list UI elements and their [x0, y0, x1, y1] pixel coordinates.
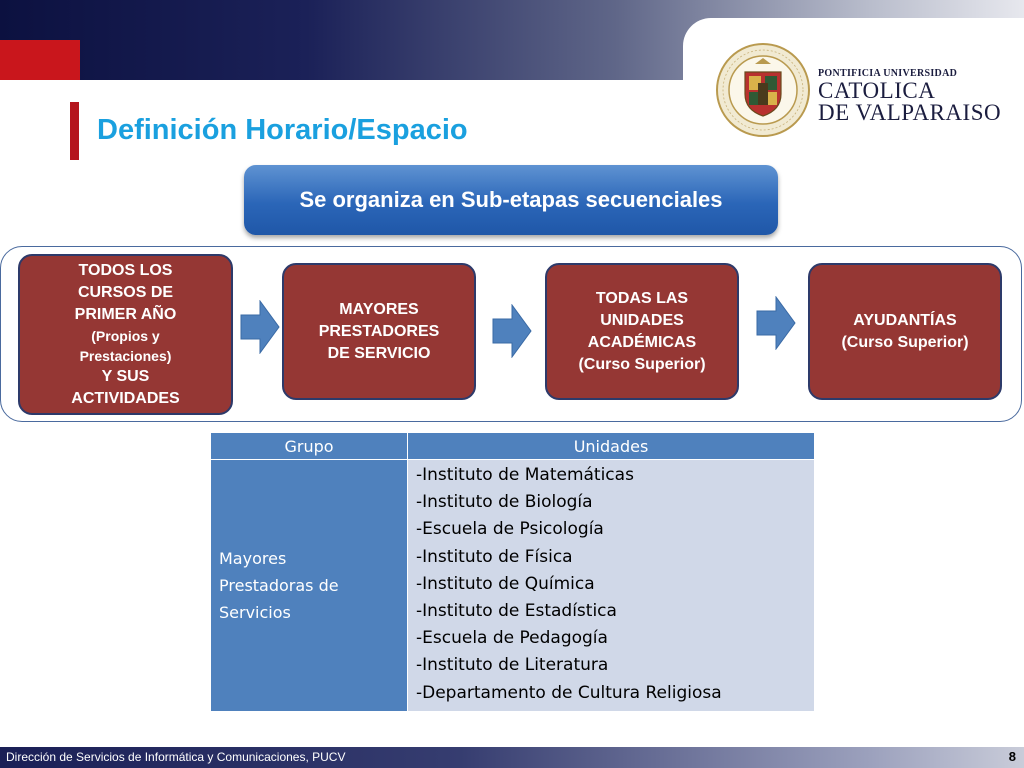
stage-1-line-1: TODOS LOS [78, 261, 173, 279]
column-header-units: Unidades [408, 433, 815, 460]
stage-teaching-assistantships [808, 263, 1002, 400]
stage-3-line-2: UNIDADES [600, 311, 684, 329]
units-cell [408, 460, 815, 712]
stage-1-line-6: Y SUS [101, 367, 150, 385]
stage-first-year-courses [18, 254, 233, 415]
unit-item: -Instituto de Química [416, 573, 595, 594]
university-logo-text [818, 68, 1001, 124]
group-cell [211, 460, 408, 712]
right-arrow-icon [756, 296, 796, 350]
footer-bar [0, 747, 1024, 768]
page-title: Definición Horario/Espacio [97, 114, 468, 146]
unit-item: -Instituto de Matemáticas [416, 465, 634, 485]
subtitle-text: Se organiza en Sub-etapas secuenciales [299, 187, 723, 212]
stage-1-line-3: PRIMER AÑO [74, 305, 177, 323]
stage-2-line-2: PRESTADORES [318, 322, 440, 340]
unit-item: -Instituto de Literatura [416, 655, 609, 676]
stage-1-line-5: Prestaciones) [79, 347, 172, 364]
footer-text: Dirección de Servicios de Informática y Comunicaciones, PUCV [6, 750, 346, 764]
group-line-2: Prestadoras de [219, 575, 339, 595]
stage-1-line-4: (Propios y [91, 327, 160, 344]
stage-3-line-4: (Curso Superior) [578, 355, 706, 373]
stage-4-line-1: AYUDANTÍAS [853, 311, 957, 329]
unit-item: -Escuela de Pedagogía [416, 628, 608, 649]
right-arrow-icon [240, 300, 280, 354]
stage-all-academic-units [545, 263, 739, 400]
title-accent-bar [70, 102, 79, 160]
units-table [210, 432, 815, 712]
unit-item: -Departamento de Cultura Religiosa [416, 682, 722, 703]
stage-1-line-7: ACTIVIDADES [71, 389, 180, 407]
stage-1-line-2: CURSOS DE [77, 283, 174, 301]
header-red-block [0, 40, 80, 80]
logo-line-1: PONTIFICIA UNIVERSIDAD [818, 68, 958, 79]
subtitle-banner [244, 165, 778, 235]
group-line-1: Mayores [219, 548, 287, 568]
stage-4-line-2: (Curso Superior) [841, 333, 969, 351]
unit-item: -Escuela de Psicología [416, 519, 604, 540]
page-number: 8 [1008, 749, 1016, 764]
table-row [211, 460, 815, 712]
table-header-row [211, 433, 815, 460]
unit-item: -Instituto de Física [416, 546, 573, 567]
stage-2-line-3: DE SERVICIO [327, 344, 431, 362]
logo-line-3: DE VALPARAISO [818, 100, 1002, 125]
university-seal-icon [715, 42, 811, 138]
logo-line-2: CATOLICA [818, 78, 936, 103]
column-header-group: Grupo [211, 433, 408, 460]
unit-item: -Instituto de Estadística [416, 601, 617, 622]
stage-3-line-1: TODAS LAS [595, 289, 689, 307]
unit-item: -Instituto de Biología [416, 492, 593, 513]
right-arrow-icon [492, 304, 532, 358]
stage-3-line-3: ACADÉMICAS [587, 333, 697, 351]
stage-2-line-1: MAYORES [339, 300, 419, 318]
group-line-3: Servicios [219, 602, 291, 622]
stage-major-service-providers [282, 263, 476, 400]
